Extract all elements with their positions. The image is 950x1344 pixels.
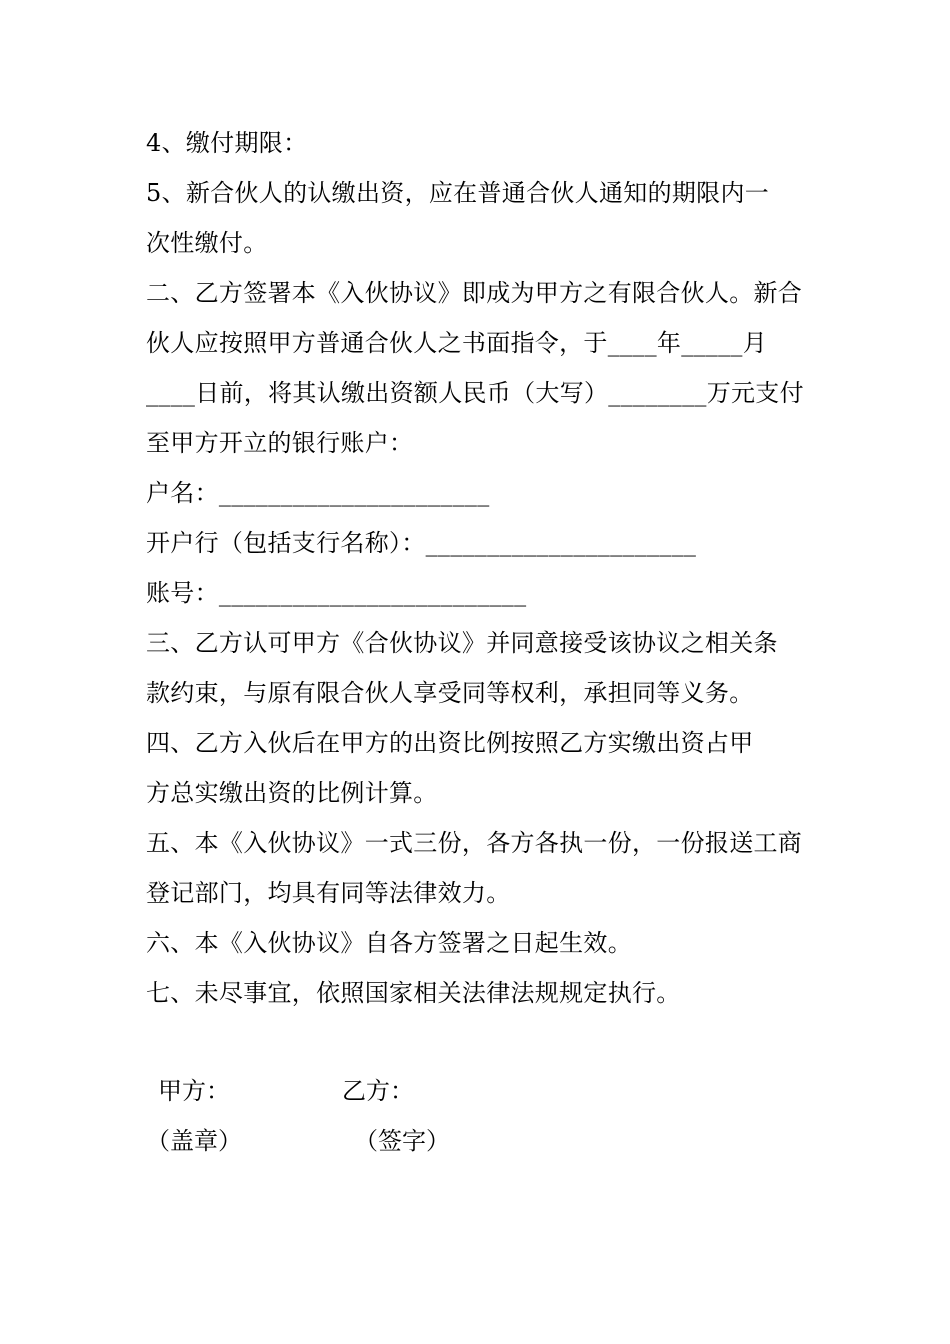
clause-2-line-3: ____日前，将其认缴出资额人民币（大写）________万元支付 [146,379,804,407]
clause-2-line-4: 至甲方开立的银行账户： [146,429,414,457]
clause-5-line-2: 次性缴付。 [146,229,268,257]
clause-3-line-2: 款约束，与原有限合伙人享受同等权利，承担同等义务。 [146,679,754,707]
signature-party-row [146,1066,810,1116]
clause-3-line-1: 三、乙方认可甲方《合伙协议》并同意接受该协议之相关条 [146,629,778,657]
clause-6-line: 六、本《入伙协议》自各方签署之日起生效。 [146,929,632,957]
clause-7-line: 七、未尽事宜，依照国家相关法律法规规定执行。 [146,979,681,1007]
clause-2-line-2: 伙人应按照甲方普通合伙人之书面指令，于____年_____月 [146,329,767,357]
clause-5b-line-1: 五、本《入伙协议》一式三份，各方各执一份，一份报送工商 [146,829,803,857]
agreement-body [146,118,810,1018]
account-number-line: 账号：_________________________ [146,579,527,607]
bank-branch-line: 开户行（包括支行名称）：______________________ [146,529,697,557]
party-a-seal-note: （盖章） [146,1127,242,1155]
party-b-label: 乙方： [342,1077,414,1105]
party-a-label: 甲方： [158,1077,230,1105]
clause-2-line-1: 二、乙方签署本《入伙协议》即成为甲方之有限合伙人。新合 [146,279,803,307]
account-name-line: 户名：______________________ [146,479,490,507]
clause-5b-line-2: 登记部门，均具有同等法律效力。 [146,879,511,907]
clause-4-line-1: 四、乙方入伙后在甲方的出资比例按照乙方实缴出资占甲 [146,729,754,757]
signature-block [146,1066,810,1166]
clause-4-line-2: 方总实缴出资的比例计算。 [146,779,438,807]
payment-deadline-line: 4、缴付期限： [146,129,308,157]
party-b-signature-note: （签字） [354,1127,450,1155]
clause-5-line-1: 5、新合伙人的认缴出资，应在普通合伙人通知的期限内一 [146,179,770,207]
signature-note-row [146,1116,810,1166]
